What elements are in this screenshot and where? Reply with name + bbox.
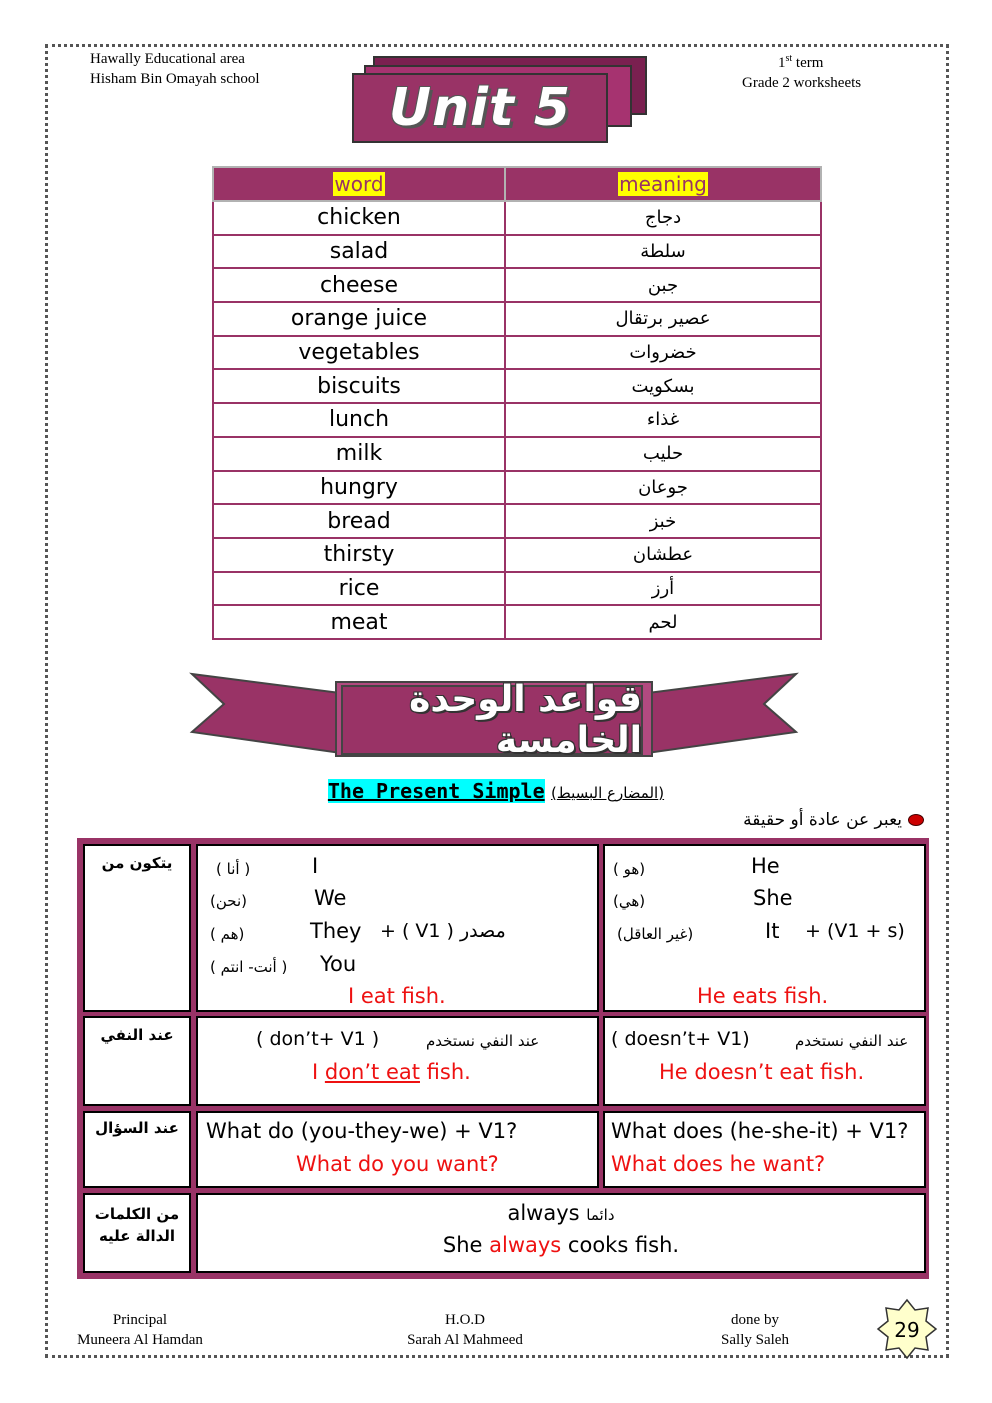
hod-title: H.O.D xyxy=(445,1312,485,1328)
signal-words-cell xyxy=(196,1193,926,1273)
negative-rule-singular-arabic: عند النفي نستخدم xyxy=(795,1032,909,1050)
pronoun-she-arabic: (هي) xyxy=(613,892,646,910)
done-by-title: done by xyxy=(731,1312,779,1328)
word-header-label: word xyxy=(334,172,384,196)
ribbon-right-tail xyxy=(640,674,796,754)
negative-example-plural xyxy=(312,1060,471,1084)
pronoun-we-arabic: (نحن) xyxy=(210,892,247,910)
vocab-meaning: جوعان xyxy=(505,471,821,505)
vocab-word: vegetables xyxy=(213,336,505,370)
pronoun-they-arabic: ( هم) xyxy=(210,925,245,943)
vocab-meaning: عصير برتقال xyxy=(505,302,821,336)
table-row xyxy=(213,538,821,572)
form-cell-singular xyxy=(603,844,926,1012)
usage-note xyxy=(743,810,924,830)
present-simple-heading xyxy=(0,779,992,803)
vocab-meaning: لحم xyxy=(505,605,821,639)
vocab-meaning: دجاج xyxy=(505,201,821,235)
row-label-negative: عند النفي xyxy=(100,1026,174,1044)
table-row xyxy=(213,471,821,505)
vocab-word: rice xyxy=(213,572,505,606)
negative-example-plural-verb: don’t eat xyxy=(324,1060,420,1084)
pronoun-she: She xyxy=(753,886,793,910)
row-label-form: يتكون من xyxy=(101,854,173,872)
header-left xyxy=(90,49,260,89)
question-example-plural: What do you want? xyxy=(296,1152,499,1176)
hod-name: Sarah Al Mahmeed xyxy=(407,1332,523,1348)
table-row xyxy=(213,302,821,336)
present-simple-arabic: (المضارع البسيط) xyxy=(551,784,665,802)
pronoun-i: I xyxy=(312,854,319,878)
vocab-word: chicken xyxy=(213,201,505,235)
vocab-meaning: عطشان xyxy=(505,538,821,572)
vocab-word: cheese xyxy=(213,268,505,302)
vocab-meaning: جبن xyxy=(505,268,821,302)
question-cell-singular xyxy=(603,1111,926,1188)
question-cell-plural xyxy=(196,1111,599,1188)
formula-plural: + ( V1 ) مصدر xyxy=(380,920,506,942)
signal-example-end: cooks fish. xyxy=(561,1233,680,1257)
negative-cell-singular xyxy=(603,1016,926,1106)
pronoun-he-arabic: ( هو) xyxy=(613,860,646,878)
formula-singular: + (V1 + s) xyxy=(805,920,905,942)
example-plural: I eat fish. xyxy=(348,984,446,1008)
row-label-question: عند السؤال xyxy=(95,1119,179,1137)
pronoun-you-arabic: ( أنت- انتم ) xyxy=(210,958,288,976)
table-row xyxy=(213,504,821,538)
vocab-meaning: خضروات xyxy=(505,336,821,370)
question-rule-plural: What do (you-they-we) + V1? xyxy=(206,1119,518,1143)
done-by-name: Sally Saleh xyxy=(721,1332,789,1348)
negative-rule-plural-arabic: عند النفي نستخدم xyxy=(426,1032,540,1050)
row-label-cell-signal-words xyxy=(83,1193,191,1273)
vocab-meaning: خبز xyxy=(505,504,821,538)
question-rule-singular: What does (he-she-it) + V1? xyxy=(611,1119,909,1143)
footer-hod xyxy=(375,1310,555,1350)
table-row xyxy=(213,235,821,269)
bullet-icon xyxy=(908,814,924,826)
signal-example xyxy=(198,1233,924,1257)
footer-done-by xyxy=(690,1310,820,1350)
vocab-word: hungry xyxy=(213,471,505,505)
vocab-word: thirsty xyxy=(213,538,505,572)
usage-text: يعبر عن عادة أو حقيقة xyxy=(743,810,902,830)
signal-word: always xyxy=(507,1201,580,1225)
example-singular: He eats fish. xyxy=(697,984,829,1008)
vocab-word: salad xyxy=(213,235,505,269)
principal-name: Muneera Al Hamdan xyxy=(77,1332,203,1348)
vocab-meaning: بسكويت xyxy=(505,369,821,403)
page-number: 29 xyxy=(894,1318,920,1342)
vocab-meaning: حليب xyxy=(505,437,821,471)
negative-example-singular: He doesn’t eat fish. xyxy=(659,1060,865,1084)
term-word: term xyxy=(792,55,824,71)
row-label-signal-words xyxy=(85,1203,189,1247)
pronoun-it: It xyxy=(765,919,780,943)
pronoun-i-arabic: ( أنا ) xyxy=(216,860,251,878)
pronoun-it-arabic: (غير العاقل) xyxy=(617,925,694,943)
question-example-singular: What does he want? xyxy=(611,1152,826,1176)
negative-example-plural-end: fish. xyxy=(419,1060,471,1084)
row-label-cell-form xyxy=(83,844,191,1012)
pronoun-you: You xyxy=(320,952,357,976)
word-column-header xyxy=(213,167,505,201)
principal-title: Principal xyxy=(112,1312,168,1328)
vocabulary-header-row xyxy=(213,167,821,201)
row-label-cell-negative xyxy=(83,1016,191,1106)
negative-cell-plural xyxy=(196,1016,599,1106)
table-row xyxy=(213,268,821,302)
table-row xyxy=(213,201,821,235)
term-number: 1 xyxy=(778,55,786,71)
present-simple-label: The Present Simple xyxy=(327,779,545,803)
negative-rule-plural: ( don’t+ V1 ) xyxy=(256,1028,380,1050)
school-name: Hisham Bin Omayah school xyxy=(90,71,260,87)
grammar-table xyxy=(77,838,929,1279)
table-row xyxy=(213,437,821,471)
signal-label-line-1: من الكلمات xyxy=(94,1205,180,1223)
vocab-meaning: غذاء xyxy=(505,403,821,437)
vocabulary-table xyxy=(212,166,822,640)
meaning-header-label: meaning xyxy=(619,172,707,196)
signal-example-start: She xyxy=(442,1233,490,1257)
negative-rule-singular: ( doesn’t+ V1) xyxy=(611,1028,750,1050)
signal-word-line xyxy=(198,1201,924,1225)
unit-title: Unit 5 xyxy=(388,78,572,138)
pronoun-we: We xyxy=(314,886,347,910)
signal-example-keyword: always xyxy=(489,1233,562,1257)
vocab-word: biscuits xyxy=(213,369,505,403)
grammar-title: قواعد الوحدة الخامسة xyxy=(409,679,642,761)
table-row xyxy=(213,336,821,370)
educational-area: Hawally Educational area xyxy=(90,51,245,67)
meaning-column-header xyxy=(505,167,821,201)
signal-word-arabic: دائما xyxy=(586,1206,615,1224)
ribbon-left-tail xyxy=(192,674,348,754)
term-suffix: st xyxy=(785,53,793,64)
vocab-word: lunch xyxy=(213,403,505,437)
vocab-word: milk xyxy=(213,437,505,471)
term-label xyxy=(742,49,861,73)
unit-banner xyxy=(352,73,608,143)
pronoun-he: He xyxy=(751,854,780,878)
vocab-meaning: أرز xyxy=(505,572,821,606)
signal-label-line-2: الدالة عليه xyxy=(98,1227,176,1245)
negative-example-plural-start: I xyxy=(312,1060,325,1084)
grade-label: Grade 2 worksheets xyxy=(742,75,862,91)
vocab-word: orange juice xyxy=(213,302,505,336)
table-row xyxy=(213,403,821,437)
table-row xyxy=(213,605,821,639)
vocab-word: meat xyxy=(213,605,505,639)
vocab-meaning: سلطة xyxy=(505,235,821,269)
header-right xyxy=(742,49,861,93)
table-row xyxy=(213,369,821,403)
table-row xyxy=(213,572,821,606)
pronoun-they: They xyxy=(310,919,362,943)
row-label-cell-question xyxy=(83,1111,191,1188)
vocab-word: bread xyxy=(213,504,505,538)
footer-principal xyxy=(70,1310,210,1350)
form-cell-plural xyxy=(196,844,599,1012)
